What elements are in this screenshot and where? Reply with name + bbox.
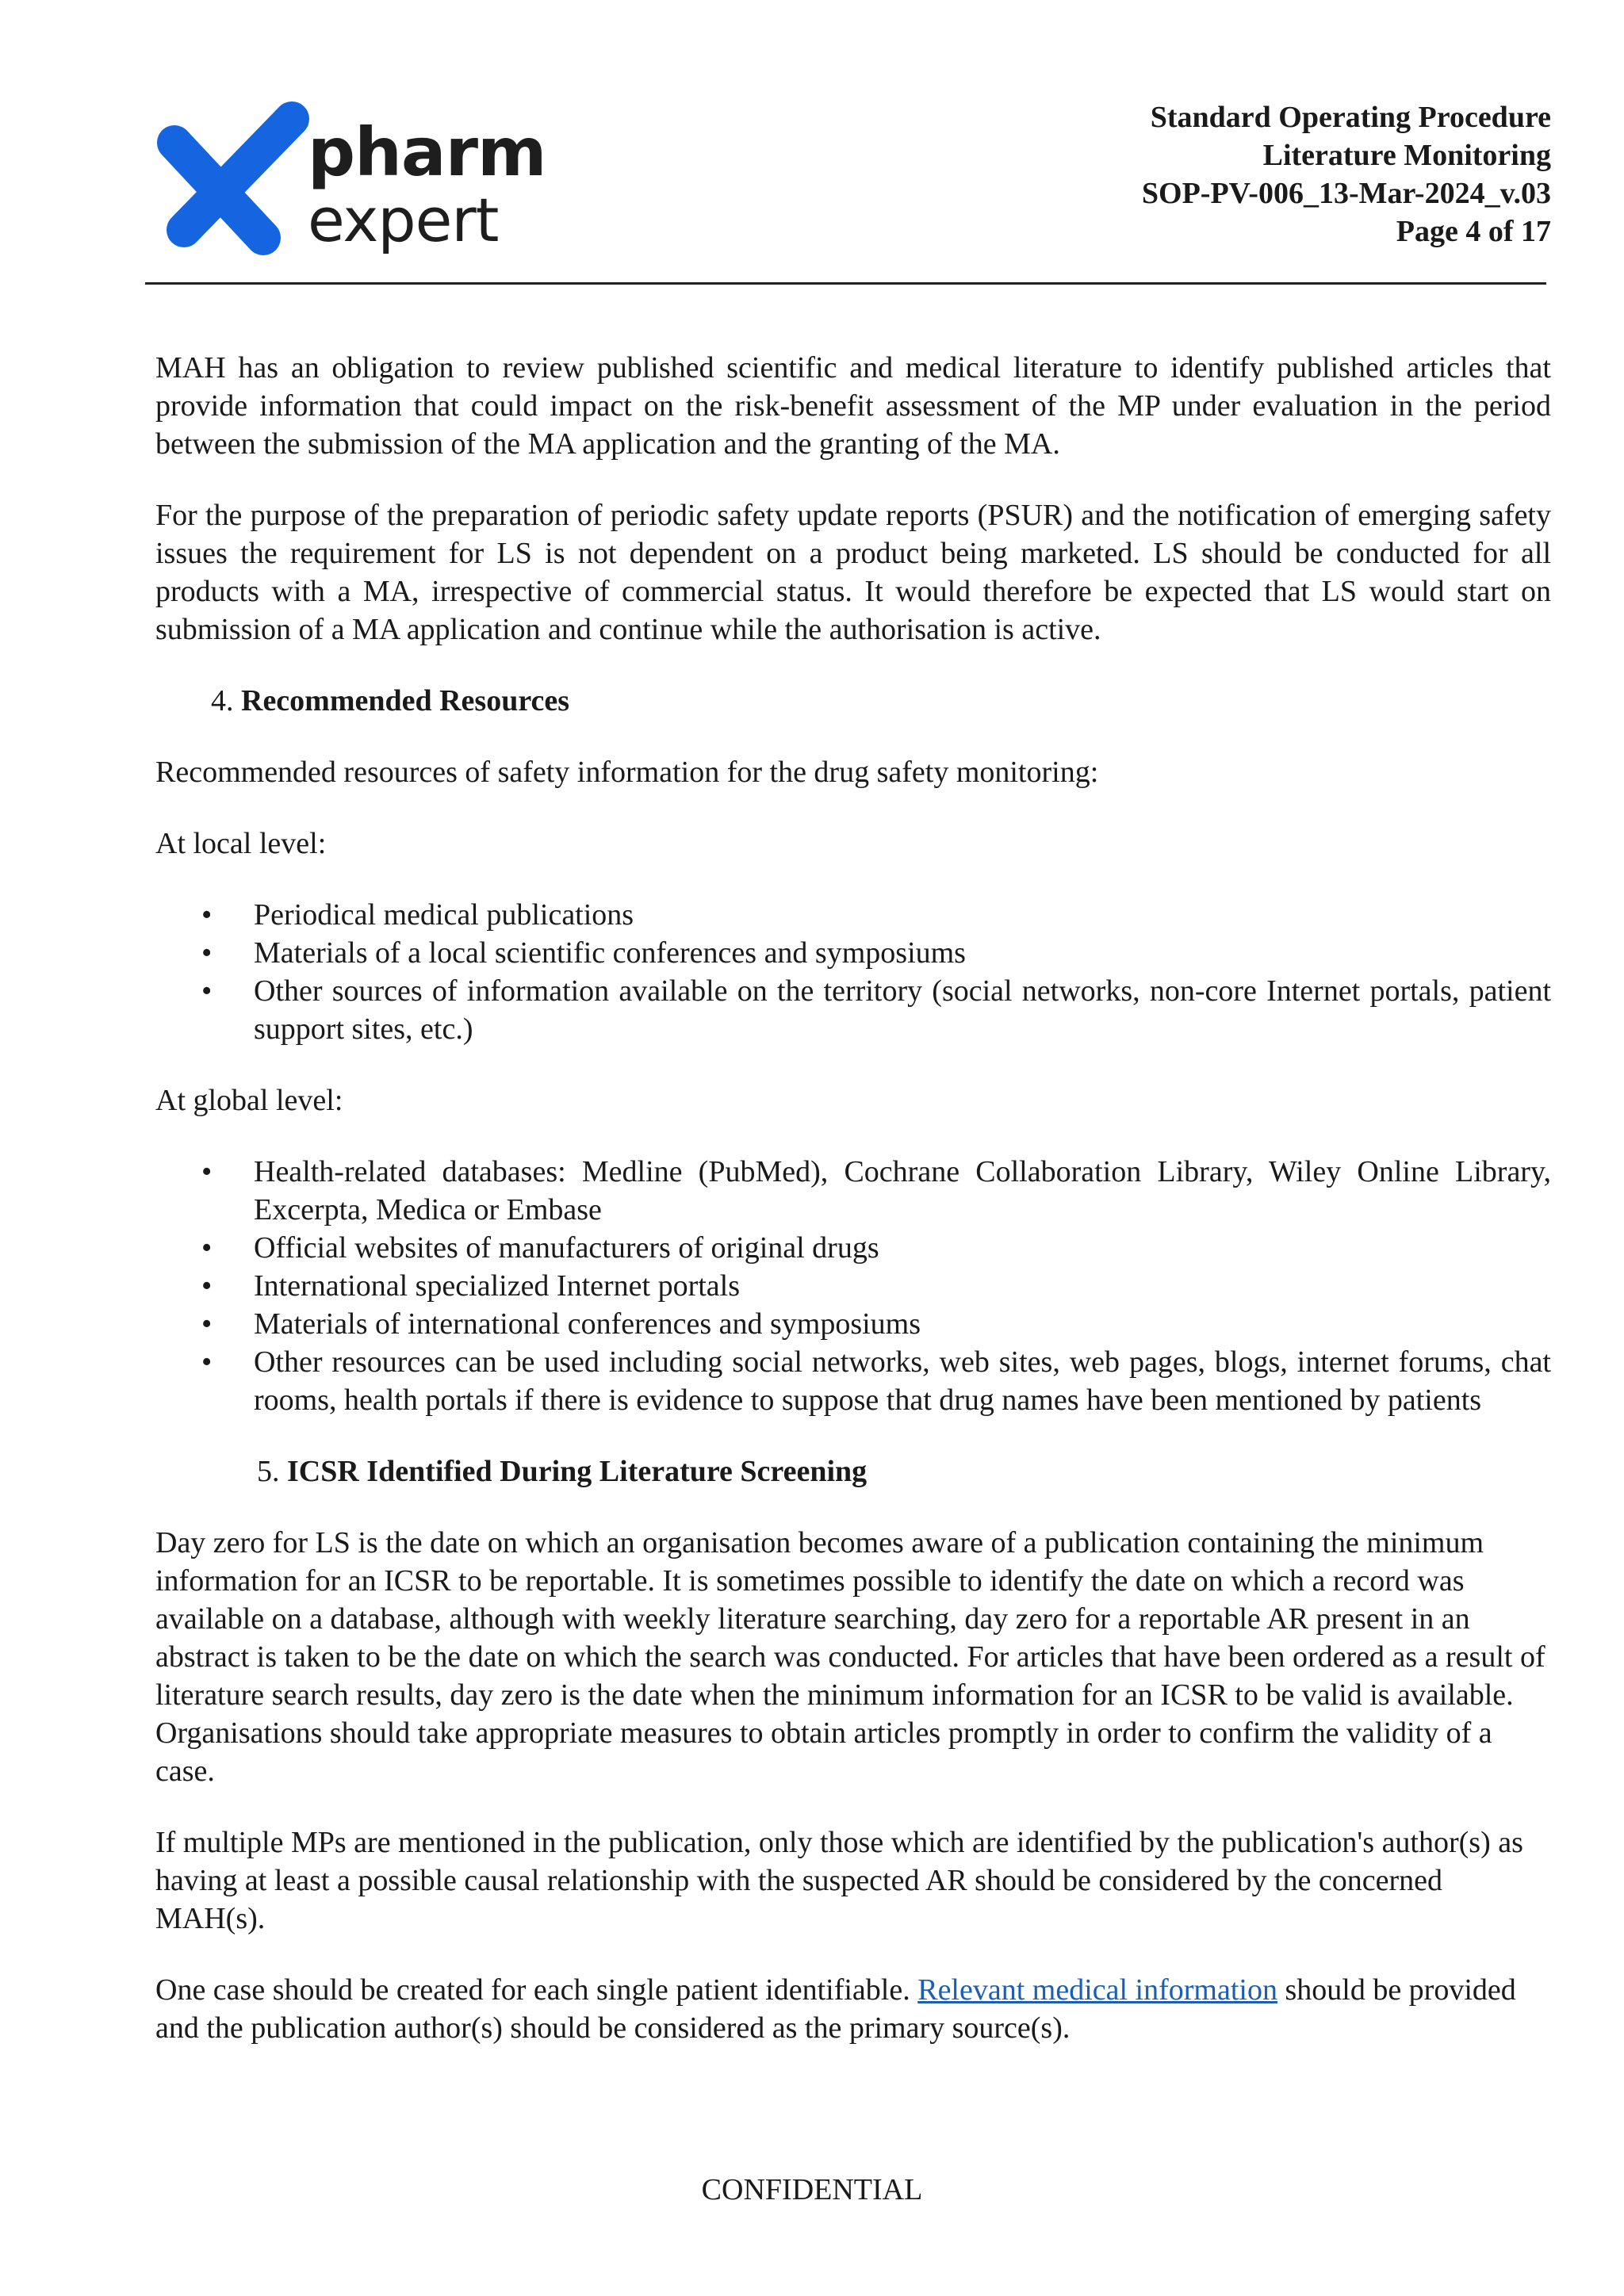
paragraph-multiple-mps: If multiple MPs are mentioned in the publication, only those which are identified by the publication's author(s) as having at least a possible causal relationship with the suspected AR should be considered by the concerned MAH(s). — [155, 1826, 1523, 1935]
section-title: ICSR Identified During Literature Screening — [287, 1455, 868, 1488]
header-divider — [145, 282, 1546, 285]
section-number: 4. — [211, 684, 234, 718]
local-resources-list — [155, 896, 1551, 1048]
global-level-label: At global level: — [155, 1084, 343, 1117]
logo-text-pharm: pharm — [308, 113, 546, 191]
list-item: • Periodical medical publications — [155, 896, 1551, 934]
section-number: 5. — [257, 1455, 280, 1488]
paragraph-day-zero: Day zero for LS is the date on which an organisation becomes aware of a publication containing the minimum information for an ICSR to be reportable. It is sometimes possible to identify the date on which a record was available on a database, although with weekly literature searching, day zero for a reportable AR present in an abstract is taken to be the date on which the search was conducted. For articles that have been ordered as a result of literature search results, day zero is the date when the minimum information for an ICSR to be valid is available. Organisations should take appropriate measures to obtain articles promptly in order to confirm the validity of a case. — [155, 1526, 1545, 1788]
header-page-number: Page 4 of 17 — [1396, 215, 1551, 248]
text-run: should be provided and the publication author(s) should be considered as the primary source(s). — [155, 1973, 1516, 2045]
footer-confidential: CONFIDENTIAL — [701, 2173, 923, 2206]
document-header — [1142, 98, 1551, 251]
logo-text-expert: expert — [308, 185, 499, 255]
list-item: • Health-related databases: Medline (PubMed), Cochrane Collaboration Library, Wiley Online Library, Excerpta, Medica or Embase — [155, 1153, 1551, 1229]
list-item: • Other sources of information available on the territory (social networks, non-core Internet portals, patient support sites, etc.) — [155, 972, 1551, 1048]
section-heading-5 — [155, 1452, 1551, 1490]
list-item: • Materials of international conferences and symposiums — [155, 1305, 1551, 1343]
list-item: • International specialized Internet portals — [155, 1267, 1551, 1305]
list-item: • Official websites of manufacturers of original drugs — [155, 1229, 1551, 1267]
paragraph-psur: For the purpose of the preparation of periodic safety update reports (PSUR) and the notification of emerging safety issues the requirement for LS is not dependent on a product being marketed. LS should be conducted for all products with a MA, irrespective of commercial status. It would therefore be expected that LS would start on submission of a MA application and continue while the authorisation is active. — [155, 499, 1551, 646]
x-logo-icon — [152, 101, 311, 260]
document-body — [155, 349, 1551, 2080]
paragraph-mah-obligation: MAH has an obligation to review published scientific and medical literature to identify published articles that provide information that could impact on the risk-benefit assessment of the MP under evaluation in the period between the submission of the MA application and the granting of the MA. — [155, 351, 1551, 461]
global-resources-list — [155, 1153, 1551, 1419]
list-item: • Other resources can be used including social networks, web sites, web pages, blogs, internet forums, chat rooms, health portals if there is evidence to suppose that drug names have been mentioned by patients — [155, 1343, 1551, 1419]
section-heading-4 — [155, 682, 1551, 720]
relevant-medical-information-link[interactable]: Relevant medical information — [917, 1973, 1277, 2007]
paragraph-recommended-resources: Recommended resources of safety information for the drug safety monitoring: — [155, 756, 1099, 789]
header-doc-title: Literature Monitoring — [1262, 139, 1551, 172]
paragraph-one-case — [155, 1971, 1551, 2047]
list-item: • Materials of a local scientific conferences and symposiums — [155, 934, 1551, 972]
section-title: Recommended Resources — [241, 684, 570, 718]
company-logo — [152, 101, 565, 264]
header-doc-id: SOP-PV-006_13-Mar-2024_v.03 — [1141, 177, 1551, 210]
local-level-label: At local level: — [155, 827, 327, 860]
header-doc-type: Standard Operating Procedure — [1150, 101, 1551, 134]
text-run: One case should be created for each single patient identifiable. — [155, 1973, 918, 2007]
